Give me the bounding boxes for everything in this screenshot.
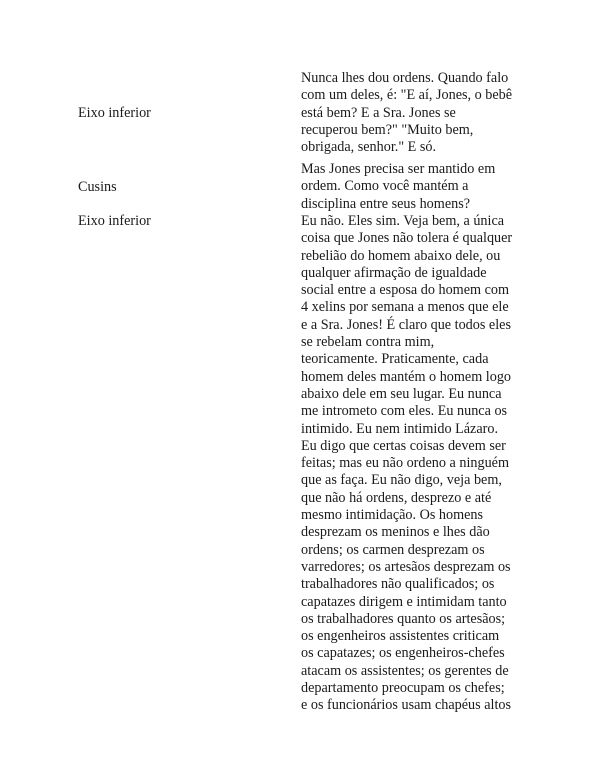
speech-text: Mas Jones precisa ser mantido em ordem. Como você mantém a disciplina entre seus homens? <box>301 161 496 212</box>
speaker-name: Eixo inferior <box>78 213 151 229</box>
speech-text: Nunca lhes dou ordens. Quando falo com um deles, é: "E aí, Jones, o bebê está bem? E a Sra. Jones se recuperou bem?" "Muito bem, obrigada, senhor." E só. <box>301 70 513 156</box>
speaker-name: Cusins <box>78 179 117 195</box>
speaker-name: Eixo inferior <box>78 105 151 121</box>
speech-text: Eu não. Eles sim. Veja bem, a única coisa que Jones não tolera é qualquer rebelião do homem abaixo dele, ou qualquer afirmação de igualdade social entre a esposa do homem com 4 xelins por semana a menos que ele e a Sra. Jones! É claro que todos eles se rebelam contra mim, teoricamente. Praticamente, cada homem deles mantém o homem logo abaixo dele em seu lugar. Eu nunca me intrometo com eles. Eu nunca os intimido. Eu nem intimido Lázaro. Eu digo que certas coisas devem ser feitas; mas eu não ordeno a ninguém que as faça. Eu não digo, veja bem, que não há ordens, desprezo e até mesmo intimidação. Os homens desprezam os meninos e lhes dão ordens; os carmen desprezam os varredores; os artesãos desprezam os trabalhadores não qualificados; os capatazes dirigem e intimidam tanto os trabalhadores quanto os artesãos; os engenheiros assistentes criticam os capatazes; os engenheiros-chefes atacam os assistentes; os gerentes de departamento preocupam os chefes; e os funcionários usam chapéus altos <box>301 213 513 714</box>
